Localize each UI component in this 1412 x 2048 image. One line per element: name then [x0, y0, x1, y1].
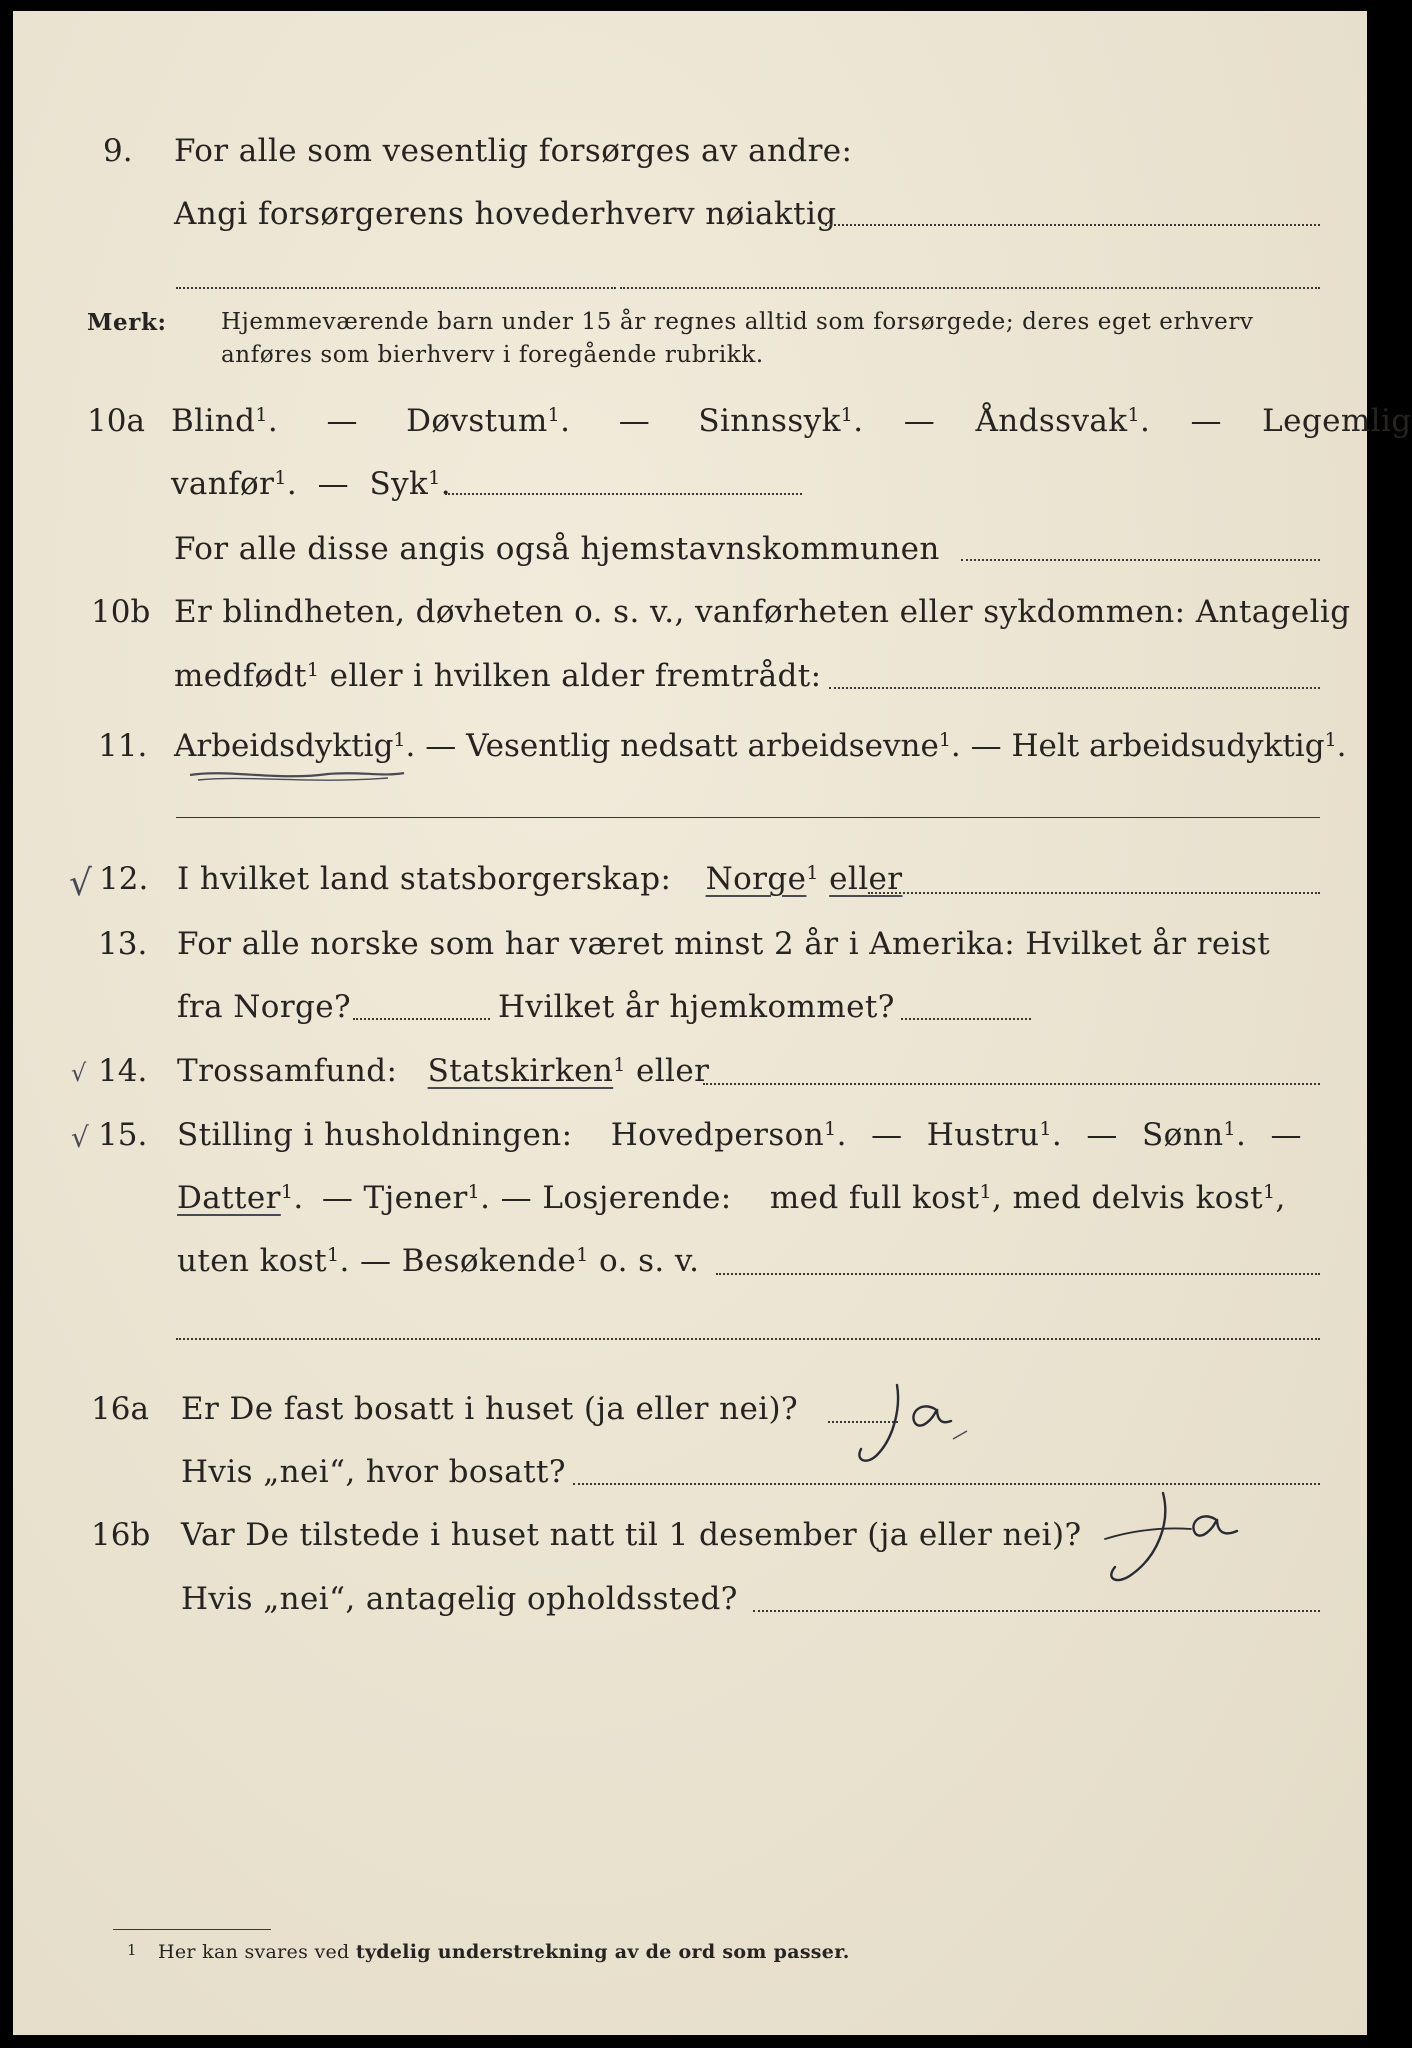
q16a-handwritten-ja: [839, 1379, 989, 1479]
q12-answer-line[interactable]: [868, 892, 1320, 894]
q13-fra-norge: fra Norge?: [177, 989, 352, 1025]
q15-answer-line-2[interactable]: [176, 1338, 1320, 1340]
q16a-bosatt-line[interactable]: [573, 1483, 1320, 1485]
q16b-number: 16b: [91, 1517, 151, 1553]
merk-line1: Hjemmeværende barn under 15 år regnes alltid som forsørgede; deres eget erhverv: [221, 309, 1254, 335]
q14-number: 14.: [98, 1053, 148, 1089]
q10a-line2: vanfør$^1$. — Syk$^1$.: [171, 466, 452, 502]
q14-statskirken: Statskirken: [427, 1053, 614, 1089]
footnote-mark: 1: [127, 1941, 137, 1959]
q10a-syk: Syk: [369, 466, 429, 502]
q10b-alder-line[interactable]: [829, 687, 1320, 689]
q16b-opholdssted-line[interactable]: [753, 1610, 1320, 1612]
merk-label: Merk:: [87, 309, 167, 336]
q13-hjemkommet-line[interactable]: [901, 1018, 1031, 1020]
q11-udyktig: . — Helt arbeidsudyktig: [950, 728, 1325, 764]
q9-answer-line-2b[interactable]: [620, 287, 1320, 289]
q11-line: Arbeidsdyktig$^1$. — Vesentlig nedsatt arbeidsevne$^1$. — Helt arbeidsudyktig$^1$.: [174, 728, 1347, 764]
q14-label: Trossamfund:: [177, 1053, 398, 1089]
q13-line1: For alle norske som har været minst 2 år i Amerika: Hvilket år reist: [177, 926, 1271, 962]
q15-answer-line[interactable]: [716, 1273, 1320, 1275]
q9-number: 9.: [103, 133, 133, 169]
q16b-handwritten-ja: [1091, 1487, 1261, 1597]
q9-line1: For alle som vesentlig forsørges av andre:: [174, 133, 853, 169]
q15-line3: uten kost$^1$. — Besøkende$^1$ o. s. v.: [177, 1243, 700, 1279]
q10a-line3: For alle disse angis også hjemstavnskommunen: [174, 531, 940, 567]
q10a-line1: Blind$^1$. — Døvstum$^1$. — Sinnssyk$^1$. — Åndssvak$^1$. — Legemlig: [171, 403, 1412, 439]
q11-number: 11.: [98, 728, 148, 764]
q10a-vanfor: vanfør: [171, 466, 275, 502]
q15-line1: Stilling i husholdningen: Hovedperson$^1$. — Hustru$^1$. — Sønn$^1$. —: [177, 1117, 1302, 1153]
q10a-legemlig: Legemlig: [1262, 403, 1412, 439]
q16a-line1: Er De fast bosatt i huset (ja eller nei)?: [181, 1391, 799, 1427]
q16b-line1: Var De tilstede i huset natt til 1 desember (ja eller nei)?: [181, 1517, 1082, 1553]
q12-line: I hvilket land statsborgerskap: Norge$^1$ eller: [177, 861, 903, 897]
q11-rule: [176, 817, 1320, 818]
merk-line2: anføres som bierhverv i foregående rubrikk.: [221, 342, 764, 368]
q13-reist-line[interactable]: [353, 1018, 490, 1020]
q10a-syk-line[interactable]: [445, 493, 802, 495]
q10a-blind: Blind: [171, 403, 256, 439]
q9-line2: Angi forsørgerens hovederhverv nøiaktig: [174, 196, 837, 232]
q16b-line2: Hvis „nei“, antagelig opholdssted?: [181, 1581, 738, 1617]
q12-number: 12.: [99, 861, 149, 897]
q11-pencil-underline: [188, 765, 408, 787]
q12-check-mark: √: [69, 863, 92, 904]
footnote-text: Her kan svares ved tydelig understrekning av de ord som passer.: [158, 1941, 850, 1963]
q11-nedsatt: . — Vesentlig nedsatt arbeidsevne: [405, 728, 939, 764]
q10a-number: 10a: [87, 403, 145, 439]
footnote-rule: [113, 1929, 271, 1930]
q14-line: Trossamfund: Statskirken$^1$ eller: [177, 1053, 710, 1089]
q14-answer-line[interactable]: [703, 1083, 1320, 1085]
q14-check-mark: √: [71, 1059, 87, 1087]
q9-answer-line-2a[interactable]: [176, 287, 616, 289]
q10a-hjemstavn-line[interactable]: [961, 559, 1320, 561]
q10a-dovstum: Døvstum: [406, 403, 548, 439]
q10b-line2: medfødt$^1$ eller i hvilken alder fremtrådt:: [174, 658, 822, 694]
q10b-line1: Er blindheten, døvheten o. s. v., vanførheten eller sykdommen: Antagelig: [174, 594, 1351, 630]
q12-eller: eller: [829, 861, 903, 897]
q14-eller: eller: [635, 1053, 710, 1089]
q10b-rest: eller i hvilken alder fremtrådt:: [329, 658, 822, 694]
q10a-andssvak: Åndssvak: [975, 403, 1128, 439]
q13-hjemkommet: Hvilket år hjemkommet?: [498, 989, 895, 1025]
q15-number: 15.: [98, 1117, 148, 1153]
q15-line2: Datter$^1$. — Tjener$^1$. — Losjerende: med full kost$^1$, med delvis kost$^1$,: [177, 1180, 1286, 1216]
census-form-page: [13, 11, 1412, 2035]
q9-answer-line[interactable]: [825, 224, 1320, 226]
q10b-number: 10b: [91, 594, 151, 630]
q16a-number: 16a: [91, 1391, 149, 1427]
q10a-sinnssyk: Sinnssyk: [698, 403, 841, 439]
q12-label: I hvilket land statsborgerskap:: [177, 861, 672, 897]
q11-arbeidsdyktig: Arbeidsdyktig: [174, 728, 394, 764]
q16a-line2: Hvis „nei“, hvor bosatt?: [181, 1454, 566, 1490]
q13-number: 13.: [98, 926, 148, 962]
q15-check-mark: √: [71, 1121, 89, 1154]
q10b-medfodt: medfødt: [174, 658, 307, 694]
q15-datter: Datter: [177, 1180, 281, 1216]
q12-norge: Norge: [705, 861, 807, 897]
